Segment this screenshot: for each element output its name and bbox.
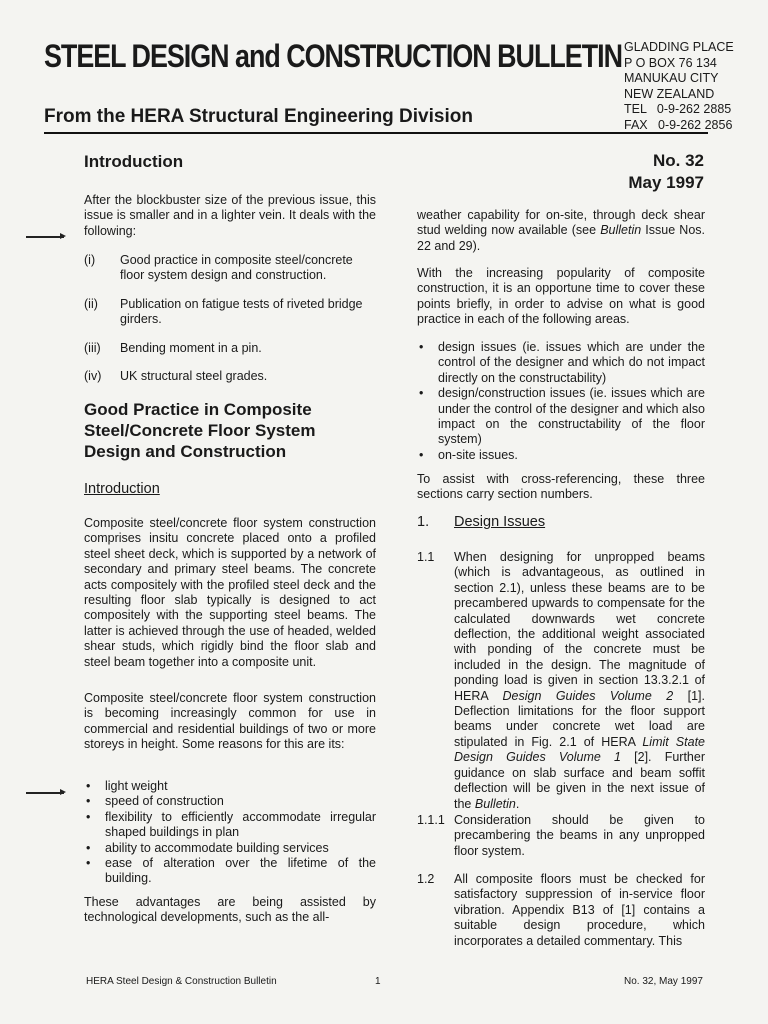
intro-lead: After the blockbuster size of the previous issue, this issue is smaller and in a lighter vein. It deals with the following:	[84, 193, 376, 238]
italic-ref: Bulletin	[474, 796, 516, 811]
list-item-text: Bending moment in a pin.	[120, 340, 262, 355]
footer-issue: No. 32, May 1997	[624, 976, 703, 987]
list-item-number: (iv)	[84, 369, 102, 384]
address-block	[624, 40, 734, 133]
subsection-number: 1.1.1	[417, 813, 445, 827]
address-line: P O BOX 76 134	[624, 55, 717, 70]
bullet-item: • speed of construction	[84, 794, 376, 809]
list-item	[84, 297, 376, 328]
text-span: Issue Nos. 22 and 29).	[417, 223, 705, 253]
article-heading-line: Design and Construction	[84, 442, 287, 461]
header-rule	[44, 132, 708, 134]
article-heading-line: Steel/Concrete Floor System	[84, 421, 316, 440]
bullet-item: • flexibility to efficiently accommodate irregular shaped buildings in plan	[84, 810, 376, 841]
article-heading-line: Good Practice in Composite	[84, 400, 312, 419]
list-item-number: (i)	[84, 253, 96, 267]
bullet-item: • on-site issues.	[417, 448, 705, 463]
subsection-number: 1.1	[417, 550, 435, 564]
reasons-list	[84, 779, 376, 887]
list-item-number: (iii)	[84, 340, 101, 355]
bullet-item: • ability to accommodate building services	[84, 841, 376, 856]
list-item-text: Publication on fatigue tests of riveted bridge girders.	[120, 296, 363, 327]
margin-arrow-marker	[26, 236, 64, 238]
italic-ref: Design Guides Volume 2	[502, 688, 674, 703]
text-span: [2]. Further guidance on slab surface and beam soffit deflection will be given in the next issue of the	[454, 750, 705, 811]
bulletin-subtitle: From the HERA Structural Engineering Division	[44, 106, 473, 127]
page-number: 1	[375, 976, 381, 987]
article-paragraph: These advantages are being assisted by technological developments, such as the all-	[84, 895, 376, 925]
text-span: weather capability for on-site, through deck shear stud welding now available (see	[417, 208, 705, 238]
subsection-text: Consideration should be given to precambering the beams in any unpropped floor system.	[454, 813, 705, 858]
issue-number: No. 32	[652, 151, 704, 170]
subsection	[417, 813, 705, 859]
text-span: [1]. Deflection limitations for the floor support beams under concrete wet load are stipulated in Fig. 2.1 of HERA	[454, 688, 705, 749]
address-line: NEW ZEALAND	[624, 86, 715, 101]
list-item-text: UK structural steel grades.	[120, 369, 268, 384]
phone-line: TEL 0-9-262 2885	[624, 102, 732, 116]
italic-ref: Limit State Design Guides Volume 1	[454, 734, 705, 765]
list-item-text: Good practice in composite steel/concrete floor system design and construction.	[120, 253, 353, 283]
issue-info	[628, 150, 704, 194]
address-line: MANUKAU CITY	[624, 71, 719, 85]
subsection-text	[454, 550, 705, 812]
article-subheading: Introduction	[84, 481, 160, 497]
article-paragraph: With the increasing popularity of composite construction, it is an opportune time to cover these points briefly, in order to advise on what is good practice in each of the following areas.	[417, 266, 705, 327]
address-line: GLADDING PLACE	[624, 40, 734, 54]
article-heading	[84, 399, 384, 462]
list-item-number: (ii)	[84, 296, 98, 311]
article-paragraph: Composite steel/concrete floor system construction is becoming increasingly common for use in commercial and residential buildings of two or more storeys in height. Some reasons for this are its:	[84, 691, 376, 752]
areas-list	[417, 340, 705, 463]
fax-line: FAX 0-9-262 2856	[624, 117, 733, 132]
text-span: When designing for unpropped beams (which is advantageous, as outlined in section 2.1), unless these beams are to be precambered upwards to compensate for the calculated downwards wet concrete deflection, the additional weight associated with ponding of the concrete must be included in the design. The magnitude of ponding load is given in section 13.3.2.1 of HERA	[454, 550, 705, 703]
bulletin-title: STEEL DESIGN and CONSTRUCTION BULLETIN	[44, 38, 622, 74]
section-heading	[417, 515, 705, 530]
bullet-item: • light weight	[84, 779, 376, 794]
article-paragraph: Composite steel/concrete floor system construction comprises insitu concrete placed onto a profiled steel sheet deck, which is supported by a network of secondary and primary steel beams. The concrete acts compositely with the profiled steel deck and the resulting floor slab typically is designed to act compositely with the supporting steel beams. The latter is achieved through the use of headed, welded shear studs, which rigidly bind the floor slab and steel beam together into a composite unit.	[84, 516, 376, 669]
text-span: .	[515, 796, 520, 811]
bullet-item: • design/construction issues (ie. issues which are under the control of the designer and which also impact on the constructability of the floor system)	[417, 386, 705, 448]
footer-title: HERA Steel Design & Construction Bulletin	[86, 976, 277, 987]
subsection-number: 1.2	[417, 872, 435, 886]
margin-arrow-marker	[26, 792, 64, 794]
article-paragraph: To assist with cross-referencing, these three sections carry section numbers.	[417, 472, 705, 502]
bullet-item: • design issues (ie. issues which are under the control of the designer and which do not impact directly on the constructability)	[417, 340, 705, 386]
issue-date: May 1997	[628, 173, 704, 192]
subsection-text: All composite floors must be checked for satisfactory suppression of in-service floor vibration. Appendix B13 of [1] contains a suitable design procedure, which incorporates a detailed commentary. This	[454, 872, 705, 948]
article-paragraph	[417, 208, 705, 254]
subsection	[417, 872, 705, 949]
list-item	[84, 341, 376, 356]
section-number: 1.	[417, 514, 430, 530]
subsection	[417, 550, 705, 812]
bullet-item: • ease of alteration over the lifetime of the building.	[84, 856, 376, 887]
intro-heading: Introduction	[84, 152, 184, 171]
list-item	[84, 253, 376, 284]
italic-ref: Bulletin	[600, 223, 642, 238]
list-item	[84, 369, 376, 384]
intro-list	[84, 253, 376, 384]
section-title: Design Issues	[454, 514, 546, 530]
